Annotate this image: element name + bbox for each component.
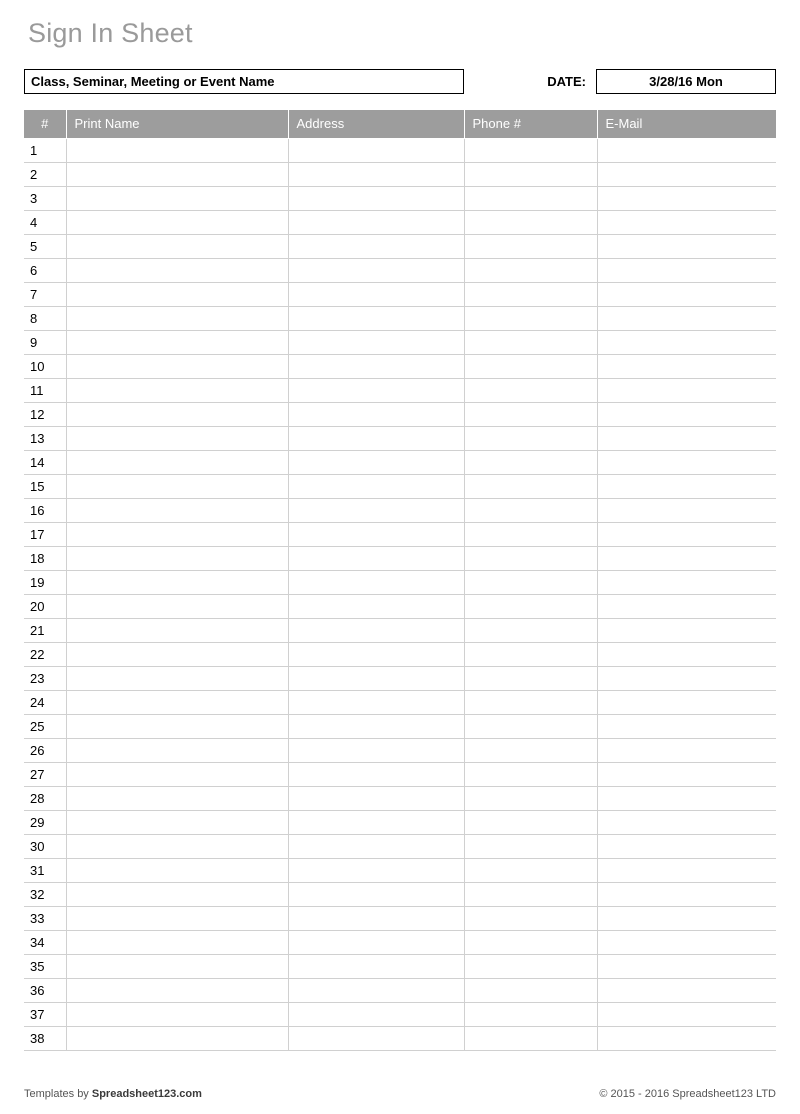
table-row: [24, 258, 776, 282]
cell-phone[interactable]: [464, 954, 597, 978]
date-field[interactable]: [596, 69, 776, 94]
cell-phone[interactable]: [464, 498, 597, 522]
row-number: 36: [24, 978, 66, 1002]
cell-email[interactable]: [597, 1002, 776, 1026]
cell-email[interactable]: [597, 810, 776, 834]
cell-phone[interactable]: [464, 282, 597, 306]
header-email: E-Mail: [597, 110, 776, 138]
cell-print-name[interactable]: [66, 402, 288, 426]
cell-email[interactable]: [597, 858, 776, 882]
cell-email[interactable]: [597, 954, 776, 978]
cell-address[interactable]: [288, 234, 464, 258]
row-number: 26: [24, 738, 66, 762]
cell-phone[interactable]: [464, 450, 597, 474]
cell-email[interactable]: [597, 402, 776, 426]
row-number: 7: [24, 282, 66, 306]
cell-print-name[interactable]: [66, 498, 288, 522]
cell-address[interactable]: [288, 210, 464, 234]
cell-address[interactable]: [288, 426, 464, 450]
cell-email[interactable]: [597, 714, 776, 738]
cell-email[interactable]: [597, 882, 776, 906]
cell-email[interactable]: [597, 186, 776, 210]
table-row: [24, 810, 776, 834]
row-number: 23: [24, 666, 66, 690]
table-row: [24, 450, 776, 474]
header-phone: Phone #: [464, 110, 597, 138]
row-number: 37: [24, 1002, 66, 1026]
table-row: [24, 546, 776, 570]
row-number: 4: [24, 210, 66, 234]
table-row: [24, 570, 776, 594]
cell-print-name[interactable]: [66, 618, 288, 642]
cell-address[interactable]: [288, 666, 464, 690]
cell-email[interactable]: [597, 162, 776, 186]
cell-address[interactable]: [288, 546, 464, 570]
row-number: 24: [24, 690, 66, 714]
cell-phone[interactable]: [464, 858, 597, 882]
row-number: 12: [24, 402, 66, 426]
table-row: [24, 402, 776, 426]
row-number: 19: [24, 570, 66, 594]
cell-address[interactable]: [288, 594, 464, 618]
cell-address[interactable]: [288, 978, 464, 1002]
cell-phone[interactable]: [464, 1026, 597, 1050]
cell-phone[interactable]: [464, 258, 597, 282]
cell-print-name[interactable]: [66, 978, 288, 1002]
date-label: DATE:: [547, 73, 586, 89]
cell-phone[interactable]: [464, 738, 597, 762]
cell-address[interactable]: [288, 306, 464, 330]
cell-email[interactable]: [597, 354, 776, 378]
cell-email[interactable]: [597, 930, 776, 954]
cell-email[interactable]: [597, 330, 776, 354]
cell-email[interactable]: [597, 138, 776, 162]
cell-phone[interactable]: [464, 138, 597, 162]
cell-address[interactable]: [288, 162, 464, 186]
table-row: [24, 426, 776, 450]
cell-phone[interactable]: [464, 810, 597, 834]
cell-address[interactable]: [288, 882, 464, 906]
cell-print-name[interactable]: [66, 594, 288, 618]
cell-phone[interactable]: [464, 666, 597, 690]
table-row: [24, 354, 776, 378]
cell-address[interactable]: [288, 402, 464, 426]
table-row: [24, 162, 776, 186]
cell-address[interactable]: [288, 330, 464, 354]
cell-address[interactable]: [288, 354, 464, 378]
cell-address[interactable]: [288, 570, 464, 594]
cell-phone[interactable]: [464, 834, 597, 858]
table-row: [24, 522, 776, 546]
table-row: [24, 738, 776, 762]
row-number: 6: [24, 258, 66, 282]
table-row: [24, 714, 776, 738]
cell-address[interactable]: [288, 474, 464, 498]
cell-print-name[interactable]: [66, 762, 288, 786]
header-number: #: [24, 110, 66, 138]
table-row: [24, 858, 776, 882]
table-row: [24, 186, 776, 210]
table-row: [24, 210, 776, 234]
cell-print-name[interactable]: [66, 546, 288, 570]
cell-address[interactable]: [288, 618, 464, 642]
cell-phone[interactable]: [464, 426, 597, 450]
cell-phone[interactable]: [464, 642, 597, 666]
row-number: 32: [24, 882, 66, 906]
cell-address[interactable]: [288, 834, 464, 858]
cell-email[interactable]: [597, 498, 776, 522]
cell-email[interactable]: [597, 1026, 776, 1050]
table-row: [24, 666, 776, 690]
table-row: [24, 882, 776, 906]
cell-phone[interactable]: [464, 882, 597, 906]
cell-print-name[interactable]: [66, 930, 288, 954]
row-number: 10: [24, 354, 66, 378]
cell-email[interactable]: [597, 594, 776, 618]
header-print-name: Print Name: [66, 110, 288, 138]
cell-email[interactable]: [597, 834, 776, 858]
page-footer: [24, 1088, 776, 1100]
cell-print-name[interactable]: [66, 474, 288, 498]
cell-print-name[interactable]: [66, 810, 288, 834]
row-number: 28: [24, 786, 66, 810]
cell-address[interactable]: [288, 1002, 464, 1026]
cell-print-name[interactable]: [66, 378, 288, 402]
cell-address[interactable]: [288, 690, 464, 714]
cell-print-name[interactable]: [66, 786, 288, 810]
footer-copyright: © 2015 - 2016 Spreadsheet123 LTD: [599, 1088, 776, 1100]
cell-address[interactable]: [288, 762, 464, 786]
row-number: 5: [24, 234, 66, 258]
table-row: [24, 234, 776, 258]
table-row: [24, 618, 776, 642]
cell-address[interactable]: [288, 258, 464, 282]
cell-phone[interactable]: [464, 234, 597, 258]
cell-address[interactable]: [288, 810, 464, 834]
cell-address[interactable]: [288, 498, 464, 522]
row-number: 29: [24, 810, 66, 834]
row-number: 22: [24, 642, 66, 666]
cell-email[interactable]: [597, 210, 776, 234]
cell-address[interactable]: [288, 930, 464, 954]
cell-phone[interactable]: [464, 378, 597, 402]
event-name-value: Class, Seminar, Meeting or Event Name: [31, 73, 275, 89]
row-number: 11: [24, 378, 66, 402]
event-name-field[interactable]: [24, 69, 464, 94]
cell-print-name[interactable]: [66, 522, 288, 546]
row-number: 17: [24, 522, 66, 546]
cell-email[interactable]: [597, 642, 776, 666]
cell-email[interactable]: [597, 570, 776, 594]
table-row: [24, 906, 776, 930]
cell-email[interactable]: [597, 234, 776, 258]
cell-print-name[interactable]: [66, 1002, 288, 1026]
row-number: 15: [24, 474, 66, 498]
cell-address[interactable]: [288, 714, 464, 738]
row-number: 9: [24, 330, 66, 354]
table-row: [24, 690, 776, 714]
cell-email[interactable]: [597, 618, 776, 642]
table-row: [24, 138, 776, 162]
row-number: 14: [24, 450, 66, 474]
cell-phone[interactable]: [464, 906, 597, 930]
cell-print-name[interactable]: [66, 642, 288, 666]
cell-address[interactable]: [288, 186, 464, 210]
table-row: [24, 306, 776, 330]
table-row: [24, 1002, 776, 1026]
cell-address[interactable]: [288, 282, 464, 306]
cell-print-name[interactable]: [66, 570, 288, 594]
cell-phone[interactable]: [464, 210, 597, 234]
row-number: 13: [24, 426, 66, 450]
cell-address[interactable]: [288, 1026, 464, 1050]
row-number: 30: [24, 834, 66, 858]
cell-print-name[interactable]: [66, 234, 288, 258]
row-number: 2: [24, 162, 66, 186]
date-value: 3/28/16 Mon: [649, 73, 723, 89]
cell-phone[interactable]: [464, 1002, 597, 1026]
cell-address[interactable]: [288, 786, 464, 810]
row-number: 33: [24, 906, 66, 930]
cell-email[interactable]: [597, 306, 776, 330]
cell-phone[interactable]: [464, 546, 597, 570]
table-row: [24, 762, 776, 786]
cell-phone[interactable]: [464, 714, 597, 738]
table-row: [24, 498, 776, 522]
table-row: [24, 594, 776, 618]
cell-email[interactable]: [597, 546, 776, 570]
table-row: [24, 786, 776, 810]
row-number: 20: [24, 594, 66, 618]
cell-print-name[interactable]: [66, 666, 288, 690]
table-row: [24, 474, 776, 498]
row-number: 31: [24, 858, 66, 882]
row-number: 1: [24, 138, 66, 162]
cell-email[interactable]: [597, 786, 776, 810]
cell-print-name[interactable]: [66, 186, 288, 210]
cell-phone[interactable]: [464, 162, 597, 186]
footer-brand-link[interactable]: Spreadsheet123.com: [91, 1088, 202, 1100]
row-number: 27: [24, 762, 66, 786]
cell-phone[interactable]: [464, 594, 597, 618]
table-row: [24, 642, 776, 666]
row-number: 34: [24, 930, 66, 954]
table-row: [24, 954, 776, 978]
cell-print-name[interactable]: [66, 306, 288, 330]
cell-email[interactable]: [597, 378, 776, 402]
cell-print-name[interactable]: [66, 1026, 288, 1050]
cell-email[interactable]: [597, 426, 776, 450]
cell-print-name[interactable]: [66, 714, 288, 738]
footer-left: [24, 1088, 202, 1100]
row-number: 21: [24, 618, 66, 642]
table-row: [24, 378, 776, 402]
cell-email[interactable]: [597, 282, 776, 306]
cell-address[interactable]: [288, 858, 464, 882]
table-header-row: [24, 110, 776, 138]
cell-phone[interactable]: [464, 690, 597, 714]
cell-email[interactable]: [597, 738, 776, 762]
cell-address[interactable]: [288, 954, 464, 978]
cell-phone[interactable]: [464, 930, 597, 954]
cell-phone[interactable]: [464, 570, 597, 594]
cell-address[interactable]: [288, 450, 464, 474]
cell-print-name[interactable]: [66, 738, 288, 762]
cell-address[interactable]: [288, 642, 464, 666]
cell-email[interactable]: [597, 666, 776, 690]
cell-email[interactable]: [597, 978, 776, 1002]
sign-in-table: [24, 110, 776, 1051]
row-number: 18: [24, 546, 66, 570]
cell-phone[interactable]: [464, 186, 597, 210]
cell-address[interactable]: [288, 906, 464, 930]
cell-print-name[interactable]: [66, 210, 288, 234]
table-body: [24, 138, 776, 1050]
header-address: Address: [288, 110, 464, 138]
cell-print-name[interactable]: [66, 882, 288, 906]
cell-phone[interactable]: [464, 786, 597, 810]
cell-phone[interactable]: [464, 762, 597, 786]
cell-print-name[interactable]: [66, 906, 288, 930]
cell-address[interactable]: [288, 738, 464, 762]
footer-templates-by: Templates by: [24, 1088, 92, 1100]
cell-phone[interactable]: [464, 354, 597, 378]
row-number: 16: [24, 498, 66, 522]
cell-phone[interactable]: [464, 402, 597, 426]
cell-print-name[interactable]: [66, 690, 288, 714]
cell-phone[interactable]: [464, 330, 597, 354]
cell-email[interactable]: [597, 762, 776, 786]
table-row: [24, 282, 776, 306]
cell-print-name[interactable]: [66, 426, 288, 450]
cell-email[interactable]: [597, 906, 776, 930]
cell-print-name[interactable]: [66, 282, 288, 306]
page-title: Sign In Sheet: [28, 18, 193, 48]
cell-print-name[interactable]: [66, 354, 288, 378]
cell-print-name[interactable]: [66, 258, 288, 282]
cell-email[interactable]: [597, 450, 776, 474]
row-number: 25: [24, 714, 66, 738]
cell-email[interactable]: [597, 474, 776, 498]
cell-address[interactable]: [288, 138, 464, 162]
cell-print-name[interactable]: [66, 330, 288, 354]
cell-address[interactable]: [288, 522, 464, 546]
table-row: [24, 930, 776, 954]
table-row: [24, 1026, 776, 1050]
cell-print-name[interactable]: [66, 138, 288, 162]
cell-email[interactable]: [597, 690, 776, 714]
row-number: 3: [24, 186, 66, 210]
cell-print-name[interactable]: [66, 954, 288, 978]
cell-print-name[interactable]: [66, 858, 288, 882]
cell-phone[interactable]: [464, 474, 597, 498]
meta-row: [24, 68, 776, 94]
table-row: [24, 330, 776, 354]
cell-phone[interactable]: [464, 978, 597, 1002]
cell-email[interactable]: [597, 258, 776, 282]
row-number: 35: [24, 954, 66, 978]
cell-print-name[interactable]: [66, 834, 288, 858]
cell-print-name[interactable]: [66, 450, 288, 474]
table-row: [24, 834, 776, 858]
cell-address[interactable]: [288, 378, 464, 402]
cell-email[interactable]: [597, 522, 776, 546]
cell-phone[interactable]: [464, 618, 597, 642]
cell-phone[interactable]: [464, 306, 597, 330]
row-number: 8: [24, 306, 66, 330]
cell-print-name[interactable]: [66, 162, 288, 186]
cell-phone[interactable]: [464, 522, 597, 546]
table-row: [24, 978, 776, 1002]
row-number: 38: [24, 1026, 66, 1050]
